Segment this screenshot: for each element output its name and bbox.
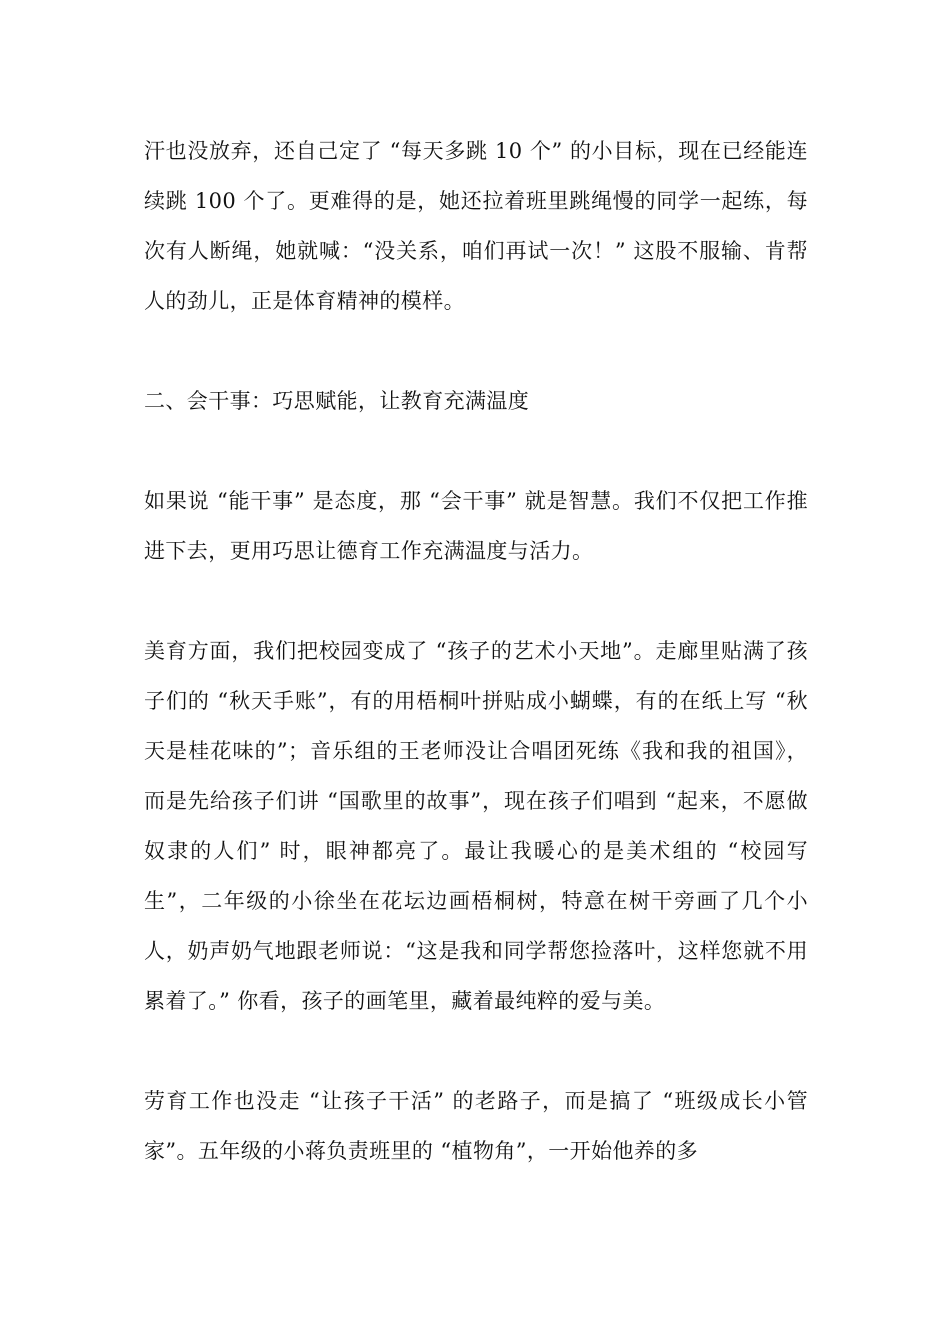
paragraph-labor-education: 劳育工作也没走 “让孩子干活” 的老路子，而是搞了 “班级成长小管家”。五年级的小蒋负责班里的 “植物角”，一开始他养的多 (144, 1089, 808, 1163)
paragraph-wisdom: 如果说 “能干事” 是态度，那 “会干事” 就是智慧。我们不仅把工作推进下去，更用巧思让德育工作充满温度与活力。 (144, 489, 808, 563)
document-body (144, 126, 808, 1226)
section-heading: 二、会干事：巧思赋能，让教育充满温度 (144, 389, 530, 413)
paragraph-aesthetic-education: 美育方面，我们把校园变成了 “孩子的艺术小天地”。走廊里贴满了孩子们的 “秋天手账”，有的用梧桐叶拼贴成小蝴蝶，有的在纸上写 “秋天是桂花味的”；音乐组的王老师没让合唱团死练《我和我的祖国》，而是先给孩子们讲 “国歌里的故事”，现在孩子们唱到 “起来，不愿做奴隶的人们” 时，眼神都亮了。最让我暖心的是美术组的 “校园写生”，二年级的小徐坐在花坛边画梧桐树，特意在树干旁画了几个小人，奶声奶气地跟老师说：“这是我和同学帮您捡落叶，这样您就不用累着了。” 你看，孩子的画笔里，藏着最纯粹的爱与美。 (144, 639, 808, 1013)
paragraph-sports-spirit: 汗也没放弃，还自己定了 “每天多跳 10 个” 的小目标，现在已经能连续跳 100 个了。更难得的是，她还拉着班里跳绳慢的同学一起练，每次有人断绳，她就喊：“没关系，咱们再试一次！” 这股不服输、肯帮人的劲儿，正是体育精神的模样。 (144, 139, 808, 313)
